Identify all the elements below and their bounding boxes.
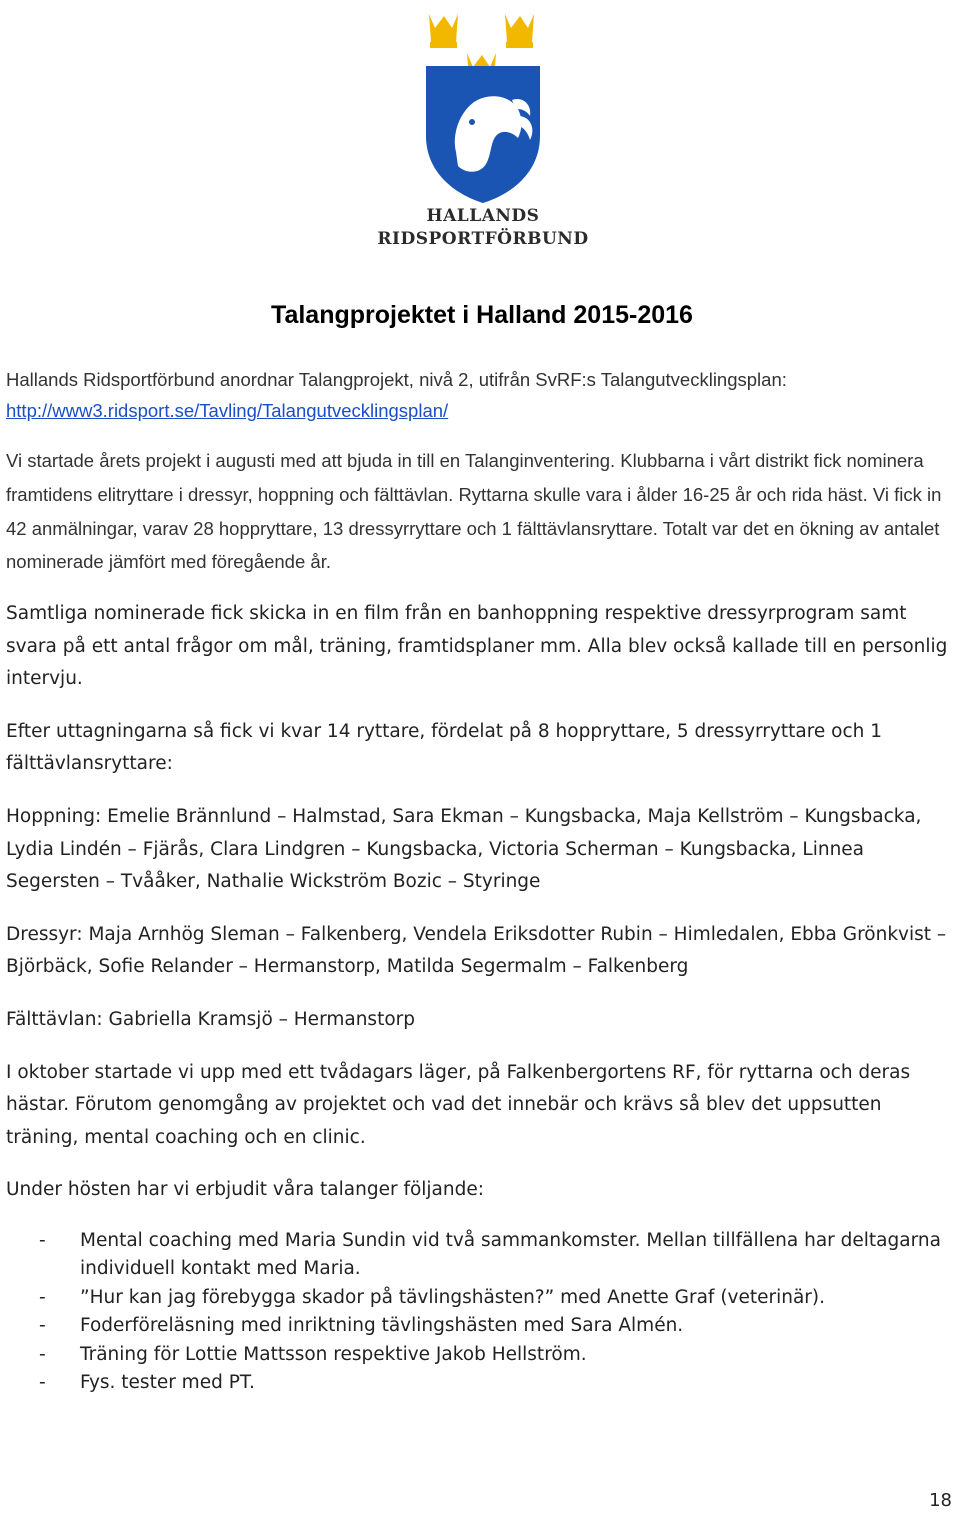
list-bullet: -	[39, 1229, 46, 1251]
list-item-text: Mental coaching med Maria Sundin vid två sammankomster. Mellan tillfällena har deltagarna individuell kontakt med Maria.	[80, 1229, 941, 1280]
paragraph-uttagning: Efter uttagningarna så fick vi kvar 14 ryttare, fördelat på 8 hoppryttare, 5 dressyrryttare och 1 fälttävlansryttare:	[6, 720, 883, 775]
list-bullet: -	[39, 1343, 46, 1365]
list-item-text: Träning för Lottie Mattsson respektive Jakob Hellström.	[80, 1343, 587, 1365]
list-item-text: ”Hur kan jag förebygga skador på tävlingshästen?” med Anette Graf (veterinär).	[80, 1286, 826, 1308]
paragraph-hosten: Under hösten har vi erbjudit våra talanger följande:	[6, 1179, 484, 1201]
list-item	[6, 1284, 958, 1313]
list-item-text: Foderföreläsning med inriktning tävlingshästen med Sara Almén.	[80, 1315, 684, 1337]
list-bullet: -	[39, 1286, 46, 1308]
list-item	[6, 1369, 958, 1398]
paragraph-talanginventering: Vi startade årets projekt i augusti med att bjuda in till en Talanginventering. Klubbarna i vårt distrikt fick nominera framtidens elitryttare i dressyr, hoppning och fälttävlan. Ryttarna skulle vara i ålder 16-25 år och rida häst. Vi fick in 42 anmälningar, varav 28 hoppryttare, 13 dressyrryttare och 1 fälttävlansryttare. Totalt var det en ökning av antalet nominerade jämfört med föregående år.	[6, 450, 942, 573]
list-item-text: Fys. tester med PT.	[80, 1372, 255, 1394]
crown-icon	[505, 14, 534, 48]
paragraph-falttavlan: Fälttävlan: Gabriella Kramsjö – Hermanstorp	[6, 1008, 415, 1030]
offer-list	[6, 1227, 958, 1398]
list-item	[6, 1312, 958, 1341]
list-bullet: -	[39, 1372, 46, 1394]
intro-text: Hallands Ridsportförbund anordnar Talangprojekt, nivå 2, utifrån SvRF:s Talangutvecklingsplan:	[6, 369, 787, 390]
body-section	[6, 598, 958, 1398]
list-bullet: -	[39, 1315, 46, 1337]
paragraph-dressyr: Dressyr: Maja Arnhög Sleman – Falkenberg, Vendela Eriksdotter Rubin – Himledalen, Ebba Grönkvist – Björbäck, Sofie Relander – Hermanstorp, Matilda Segermalm – Falkenberg	[6, 923, 947, 978]
intro-section	[6, 364, 956, 579]
talangutvecklingsplan-link[interactable]: http://www3.ridsport.se/Tavling/Talangutvecklingsplan/	[6, 400, 449, 421]
logo-title-line2: RIDSPORTFÖRBUND	[377, 229, 589, 249]
list-item	[6, 1341, 958, 1370]
paragraph-hoppning: Hoppning: Emelie Brännlund – Halmstad, Sara Ekman – Kungsbacka, Maja Kellström – Kungsbacka, Lydia Lindén – Fjärås, Clara Lindgren – Kungsbacka, Victoria Scherman – Kungsbacka, Linnea Segersten – Tvååker, Nathalie Wickström Bozic – Styringe	[6, 805, 922, 893]
intro-paragraph	[6, 364, 956, 426]
crown-icon	[429, 14, 458, 48]
logo-title-line1: HALLANDS	[426, 206, 540, 226]
paragraph-film-intervju: Samtliga nominerade fick skicka in en film från en banhoppning respektive dressyrprogram samt svara på ett antal frågor om mål, träning, framtidsplaner mm. Alla blev också kallade till en personlig intervju.	[6, 603, 948, 690]
paragraph-lager: I oktober startade vi upp med ett tvådagars läger, på Falkenbergortens RF, för ryttarna och deras hästar. Förutom genomgång av projektet och vad det innebär och krävs så blev det uppsutten träning, mental coaching och en clinic.	[6, 1061, 911, 1148]
list-item	[6, 1227, 958, 1284]
document-title: Talangprojektet i Halland 2015-2016	[271, 301, 693, 329]
page-number: 18	[929, 1490, 952, 1511]
